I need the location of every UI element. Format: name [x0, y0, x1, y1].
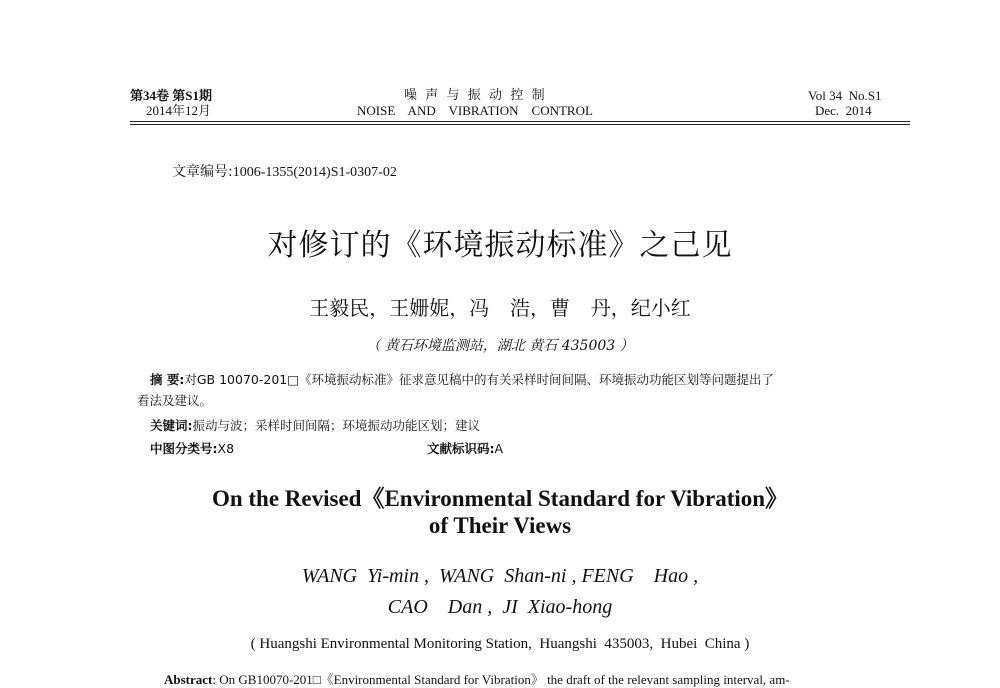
journal-date-en: Dec. 2014 — [815, 103, 872, 118]
article-number-value: 1006-1355(2014)S1-0307-02 — [232, 165, 397, 180]
article-number — [172, 161, 397, 181]
en-authors-line2: CAO Dan , JI Xiao-hong — [387, 596, 613, 618]
clc-label: 中图分类号: — [150, 441, 218, 456]
document-code — [427, 439, 503, 457]
cn-abstract-text-1: 对GB 10070-201□《环境振动标准》征求意见稿中的有关采样时间间隔、环境振动功能区划等问题提出了 — [184, 372, 775, 387]
journal-date-cn: 2014年12月 — [146, 103, 212, 118]
journal-name-en: NOISE AND VIBRATION CONTROL — [357, 103, 593, 118]
clc-value: X8 — [217, 441, 235, 456]
doc-code-label: 文献标识码: — [427, 441, 495, 456]
cn-abstract-line2: 看法及建议。 — [137, 393, 213, 408]
journal-name-cn: 噪 声 与 振 动 控 制 — [404, 88, 545, 103]
en-title-line2: of Their Views — [428, 513, 572, 538]
cn-abstract-line1 — [150, 370, 774, 388]
header-rule-bottom — [130, 124, 910, 125]
journal-volume-en: Vol 34 No.S1 — [808, 88, 882, 103]
en-abstract-label: Abstract — [164, 672, 213, 687]
cn-keywords-text: 振动与波；采样时间间隔；环境振动功能区划；建议 — [192, 418, 481, 433]
en-abstract-text: : On GB10070-201□《Environmental Standard for Vibration》 the draft of the relevant sampling interval, am- — [212, 672, 790, 687]
en-affiliation: ( Huangshi Environmental Monitoring Station, Huangshi 435003, Hubei China ) — [250, 636, 750, 652]
journal-volume-cn: 第34卷 第S1期 — [130, 88, 212, 103]
article-number-label: 文章编号: — [172, 164, 233, 180]
cn-keywords-label: 关键词: — [150, 418, 193, 433]
en-title-line1: On the Revised《Environmental Standard for Vibration》 — [211, 486, 789, 511]
en-abstract — [164, 669, 790, 688]
cn-authors: 王毅民，王姗妮，冯 浩，曹 丹，纪小红 — [309, 296, 691, 320]
cn-title: 对修订的《环境振动标准》之己见 — [267, 228, 733, 263]
doc-code-value: A — [494, 441, 504, 456]
clc-number — [150, 439, 234, 457]
cn-abstract-label: 摘 要: — [150, 372, 185, 387]
header-rule-top — [130, 121, 910, 122]
en-authors-line1: WANG Yi-min , WANG Shan-ni , FENG Hao , — [301, 565, 699, 587]
cn-keywords — [150, 416, 480, 434]
cn-affiliation: （ 黄石环境监测站，湖北 黄石 435003 ） — [366, 338, 634, 354]
